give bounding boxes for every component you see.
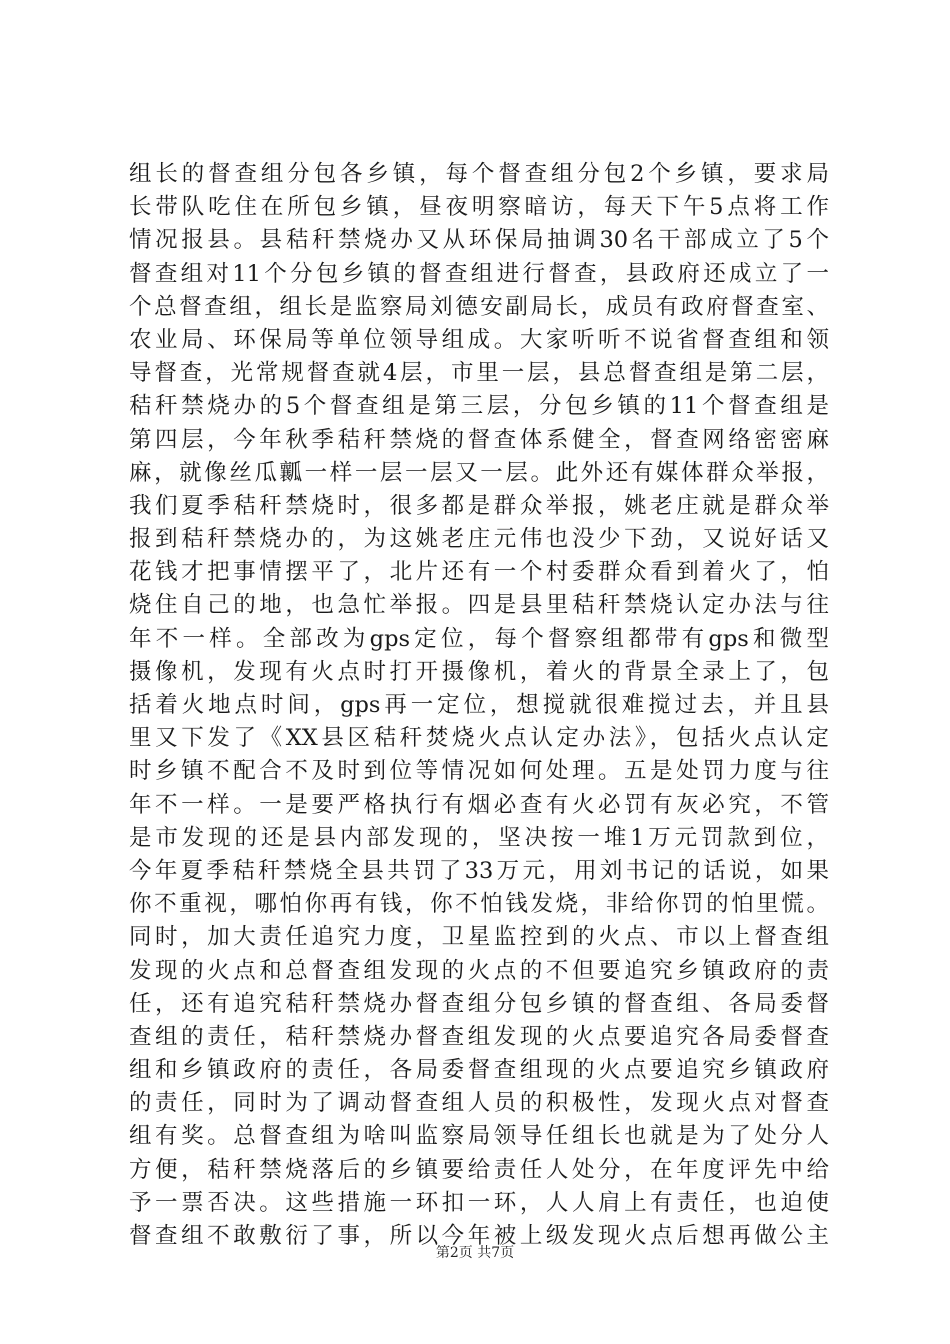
text-line: 括着火地点时间，gps再一定位，想搅就很难搅过去，并且县 (129, 692, 829, 718)
text-line: 麻，就像丝瓜瓤一样一层一层又一层。此外还有媒体群众举报， (129, 459, 829, 486)
text-line: 同时，加大责任追究力度，卫星监控到的火点、市以上督查组 (129, 924, 829, 951)
text-line: 督查组不敢敷衍了事，所以今年被上级发现火点后想再做公主 (129, 1223, 829, 1249)
text-line: 督查组对11个分包乡镇的督查组进行督查，县政府还成立了一 (129, 260, 829, 287)
text-line: 方便，秸秆禁烧落后的乡镇要给责任人处分，在年度评先中给 (129, 1156, 829, 1183)
text-line: 我们夏季秸秆禁烧时，很多都是群众举报，姚老庄就是群众举 (129, 492, 829, 519)
text-line: 组和乡镇政府的责任，各局委督查组现的火点要追究乡镇政府 (129, 1057, 829, 1084)
text-line: 第四层，今年秋季秸秆禁烧的督查体系健全，督查网络密密麻 (129, 426, 829, 453)
body-text (129, 158, 829, 1253)
text-line: 年不一样。一是要严格执行有烟必查有火必罚有灰必究，不管 (129, 791, 829, 818)
text-line: 今年夏季秸秆禁烧全县共罚了33万元，用刘书记的话说，如果 (129, 857, 829, 884)
text-line: 报到秸秆禁烧办的，为这姚老庄元伟也没少下劲，又说好话又 (129, 526, 829, 553)
text-line: 个总督查组，组长是监察局刘德安副局长，成员有政府督查室、 (129, 293, 829, 320)
text-line: 是市发现的还是县内部发现的，坚决按一堆1万元罚款到位， (129, 824, 829, 851)
text-line: 的责任，同时为了调动督查组人员的积极性，发现火点对督查 (129, 1090, 829, 1117)
text-line: 烧住自己的地，也急忙举报。四是县里秸秆禁烧认定办法与往 (129, 592, 829, 619)
text-line: 你不重视，哪怕你再有钱，你不怕钱发烧，非给你罚的怕里慌。 (129, 891, 829, 918)
text-line: 组长的督查组分包各乡镇，每个督查组分包2个乡镇，要求局 (129, 161, 829, 187)
text-line: 查组的责任，秸秆禁烧办督查组发现的火点要追究各局委督查 (129, 1023, 829, 1050)
text-line: 秸秆禁烧办的5个督查组是第三层，分包乡镇的11个督查组是 (129, 393, 829, 420)
text-line: 任，还有追究秸秆禁烧办督查组分包乡镇的督查组、各局委督 (129, 990, 829, 1017)
text-line: 予一票否决。这些措施一环扣一环，人人肩上有责任，也迫使 (129, 1189, 829, 1216)
text-line: 发现的火点和总督查组发现的火点的不但要追究乡镇政府的责 (129, 957, 829, 984)
text-line: 组有奖。总督查组为啥叫监察局领导任组长也就是为了处分人 (129, 1123, 829, 1150)
text-line: 长带队吃住在所包乡镇，昼夜明察暗访，每天下午5点将工作 (129, 194, 829, 221)
page-footer: 第2页 共7页 (435, 1245, 515, 1261)
text-line: 时乡镇不配合不及时到位等情况如何处理。五是处罚力度与往 (129, 758, 829, 785)
text-line: 摄像机，发现有火点时打开摄像机，着火的背景全录上了，包 (129, 658, 829, 685)
text-line: 里又下发了《XX县区秸秆焚烧火点认定办法》，包括火点认定 (129, 725, 829, 752)
text-line: 花钱才把事情摆平了，北片还有一个村委群众看到着火了，怕 (129, 559, 829, 586)
text-line: 导督查，光常规督查就4层，市里一层，县总督查组是第二层， (129, 360, 829, 387)
text-line: 农业局、环保局等单位领导组成。大家听听不说省督查组和领 (129, 326, 829, 353)
text-line: 年不一样。全部改为gps定位，每个督察组都带有gps和微型 (129, 625, 829, 652)
text-line: 情况报县。县秸秆禁烧办又从环保局抽调30名干部成立了5个 (129, 227, 829, 254)
